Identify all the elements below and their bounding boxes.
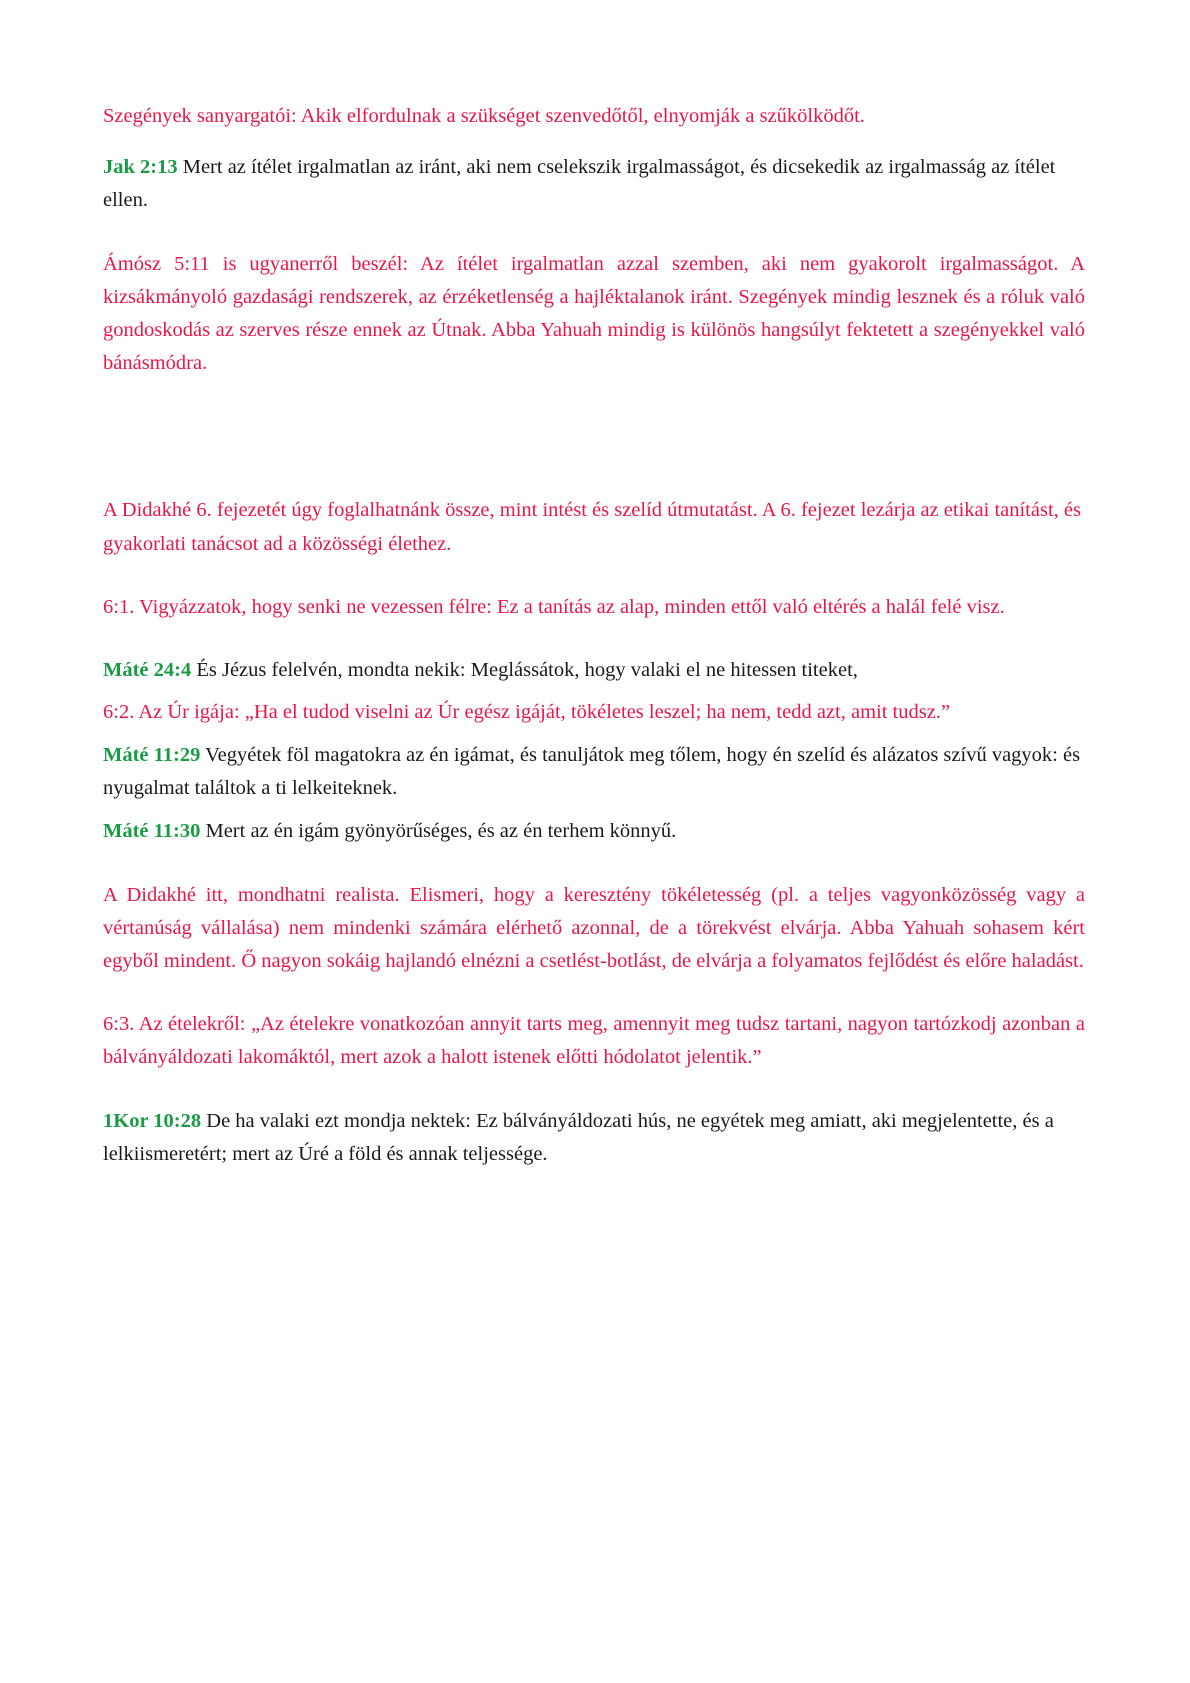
- paragraph-verse-6-2: [103, 697, 1085, 729]
- paragraph-text: Mert az én igám gyönyörűséges, és az én terhem könnyű.: [205, 820, 677, 843]
- paragraph-text: Vegyétek föl magatokra az én igámat, és tanuljátok meg tőlem, hogy én szelíd és alázatos szívű vagyok: és nyugalmat találtok a ti lelkeiteknek.: [103, 744, 1081, 800]
- scripture-reference: 1Kor 10:28: [103, 1109, 202, 1132]
- paragraph-mate-24-4: [103, 654, 1085, 687]
- paragraph-didakhe-6-summary: [103, 494, 1085, 560]
- paragraph-text: De ha valaki ezt mondja nektek: Ez bálványáldozati hús, ne egyétek meg amiatt, aki megjelentette, és a lelkiismeretért; mert az Úré a föld és annak teljessége.: [103, 1109, 1054, 1165]
- scripture-reference: Máté 24:4: [103, 659, 192, 682]
- paragraph-mate-11-29: [103, 739, 1085, 805]
- section-spacer: [103, 438, 1085, 494]
- paragraph-text: A Didakhé 6. fejezetét úgy foglalhatnánk össze, mint intést és szelíd útmutatást. A 6. fejezet lezárja az etikai tanítást, és gyakorlati tanácsot ad a közösségi élethez.: [103, 499, 1081, 555]
- paragraph-kor-10-28: [103, 1105, 1085, 1171]
- paragraph-text: 6:1. Vigyázzatok, hogy senki ne vezessen félre: Ez a tanítás az alap, minden ettől való eltérés a halál felé visz.: [103, 595, 1005, 618]
- paragraph-text: Ámósz 5:11 is ugyanerről beszél: Az ítélet irgalmatlan azzal szemben, aki nem gyakorolt irgalmasságot. A kizsákmányoló gazdasági rendszerek, az érzéketlenség a hajléktalanok iránt. Szegények mindig lesznek és a róluk való gondoskodás az szerves része ennek az Útnak. Abba Yahuah mindig is különös hangsúlyt fektetett a szegényekkel való bánásmódra.: [103, 252, 1085, 375]
- paragraph-verse-6-1: [103, 591, 1085, 624]
- paragraph-didakhe-realista: [103, 879, 1085, 979]
- paragraph-text: És Jézus felelvén, mondta nekik: Meglássátok, hogy valaki el ne hitessen titeket,: [196, 659, 858, 682]
- scripture-reference: Máté 11:30: [103, 820, 201, 843]
- paragraph-text: Mert az ítélet irgalmatlan az iránt, aki nem cselekszik irgalmasságot, és dicsekedik az irgalmasság az ítélet ellen.: [103, 156, 1056, 212]
- paragraph-text: 6:2. Az Úr igája: „Ha el tudod viselni az Úr egész igáját, tökéletes leszel; ha nem, tedd azt, amit tudsz.”: [103, 701, 951, 724]
- paragraph-verse-6-3: [103, 1008, 1085, 1074]
- scripture-reference: Máté 11:29: [103, 744, 201, 766]
- paragraph-mate-11-30: [103, 815, 1085, 848]
- paragraph-text: Szegények sanyargatói: Akik elfordulnak a szükséget szenvedőtől, elnyomják a szűkölködőt.: [103, 105, 865, 127]
- scripture-reference: Jak 2:13: [103, 156, 178, 179]
- paragraph-text: A Didakhé itt, mondhatni realista. Elismeri, hogy a keresztény tökéletesség (pl. a teljes vagyonközösség vagy a vértanúság vállalása) nem mindenki számára elérhető azonnal, de a törekvést elvárja. Abba Yahuah sohasem kért egyből mindent. Ő nagyon sokáig hajlandó elnézni a csetlést-botlást, de elvárja a folyamatos fejlődést és előre haladást.: [103, 883, 1085, 973]
- paragraph-text: 6:3. Az ételekről: „Az ételekre vonatkozóan annyit tarts meg, amennyit meg tudsz tartani, nagyon tartózkodj azonban a bálványáldozati lakomáktól, mert azok a halott istenek előtti hódolatot jelentik.”: [103, 1013, 1085, 1069]
- paragraph-intro-poor: [103, 100, 1085, 133]
- paragraph-amos-5-11: [103, 248, 1085, 381]
- paragraph-jak-2-13: [103, 151, 1085, 217]
